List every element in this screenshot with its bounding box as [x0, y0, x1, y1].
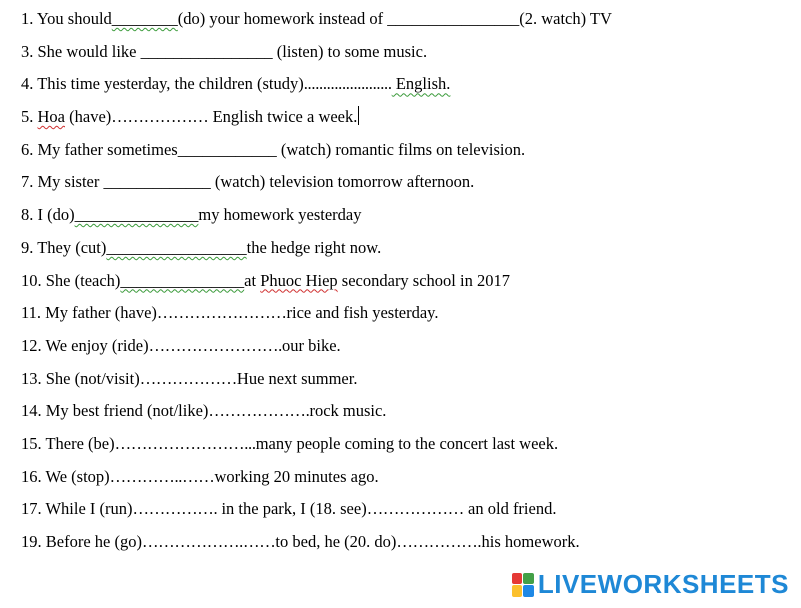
- text: 14. My best friend (not/like): [21, 401, 209, 421]
- text: 15. There (be): [21, 433, 115, 453]
- exercise-line-10: [21, 268, 791, 301]
- text: in the park, I (18. see): [217, 499, 367, 519]
- liveworksheets-brand: [512, 569, 789, 600]
- text: 11. My father (have): [21, 303, 157, 323]
- text: (watch) romantic films on television.: [276, 139, 526, 159]
- text-cursor: [358, 106, 359, 125]
- text: many people coming to the concert last week.: [255, 433, 559, 453]
- exercise-line-19: [21, 529, 791, 562]
- text: to bed, he (20. do): [275, 532, 397, 551]
- text: at: [244, 270, 261, 290]
- text: 16. We (stop): [21, 466, 110, 486]
- exercise-line-3: [21, 39, 791, 72]
- text: (do) your homework instead of: [177, 9, 388, 28]
- exercise-line-12: [21, 333, 791, 366]
- answer-blank[interactable]: …………………….: [148, 335, 283, 355]
- text: Hue next summer.: [236, 368, 358, 388]
- exercise-line-6: [21, 137, 791, 170]
- answer-blank[interactable]: ………………: [366, 499, 464, 519]
- text: (2. watch) TV: [519, 9, 612, 28]
- exercise-line-16: [21, 464, 791, 497]
- logo-square-red: [512, 573, 523, 585]
- text: rock music.: [309, 401, 387, 421]
- text: 4. This time yesterday,: [21, 74, 175, 94]
- exercise-line-9: [21, 235, 791, 268]
- text: 1. You should: [21, 9, 112, 28]
- answer-blank[interactable]: …………..……: [109, 466, 215, 486]
- text: 19. Before he (go): [21, 532, 142, 551]
- answer-blank[interactable]: ____________: [177, 139, 277, 159]
- text: 8. I (do): [21, 205, 75, 225]
- brand-name: LIVEWORKSHEETS: [537, 569, 789, 599]
- exercise-line-1: [21, 6, 791, 39]
- answer-blank[interactable]: …………….: [132, 499, 218, 519]
- exercise-line-4: [21, 71, 791, 104]
- text: an old friend.: [463, 499, 557, 519]
- answer-blank[interactable]: ……………: [396, 532, 478, 551]
- answer-blank[interactable]: .......................: [303, 74, 392, 94]
- answer-blank[interactable]: ……………………: [156, 303, 287, 323]
- text: 13. She (not/visit): [21, 368, 140, 388]
- text: 12. We enjoy (ride): [21, 335, 149, 355]
- exercise-line-11: [21, 300, 791, 333]
- answer-blank[interactable]: ……………………...: [114, 433, 256, 453]
- liveworksheets-logo-icon: [512, 573, 534, 597]
- text: 6. My father sometimes: [21, 139, 178, 159]
- answer-blank[interactable]: _______________: [74, 205, 199, 225]
- text: (have): [65, 107, 112, 127]
- text: (watch) television tomorrow afternoon.: [210, 172, 475, 192]
- exercise-line-5: [21, 104, 791, 137]
- text: Phuoc Hiep: [260, 270, 338, 290]
- text: English twice a week.: [208, 107, 358, 127]
- text: 7. My sister: [21, 172, 104, 192]
- text: 10. She (teach): [21, 270, 121, 290]
- text: .his homework.: [477, 532, 580, 551]
- exercise-list: [21, 6, 791, 562]
- answer-blank[interactable]: ________________: [140, 41, 273, 61]
- exercise-line-15: [21, 431, 791, 464]
- text: working 20 minutes ago.: [214, 466, 379, 486]
- answer-blank[interactable]: _____________: [103, 172, 211, 192]
- answer-blank[interactable]: ………………: [111, 107, 209, 127]
- answer-blank[interactable]: ________: [111, 9, 178, 28]
- text: 9. They (cut): [21, 237, 107, 257]
- text: 5.: [21, 107, 38, 127]
- text: the children (study): [174, 74, 304, 94]
- logo-square-blue: [523, 585, 534, 597]
- exercise-line-14: [21, 398, 791, 431]
- answer-blank[interactable]: ________________: [387, 9, 520, 28]
- exercise-line-17: [21, 496, 791, 529]
- text: the hedge right now.: [246, 237, 382, 257]
- exercise-line-8: [21, 202, 791, 235]
- text: our bike.: [282, 335, 341, 355]
- logo-square-green: [523, 573, 534, 585]
- text: 17. While I (run): [21, 499, 133, 519]
- text: my homework yesterday: [198, 205, 362, 225]
- answer-blank[interactable]: _______________: [120, 270, 245, 290]
- answer-blank[interactable]: ………………: [139, 368, 237, 388]
- answer-blank[interactable]: ……………….: [208, 401, 310, 421]
- text: Hoa: [37, 107, 65, 127]
- text: rice and fish yesterday.: [286, 303, 439, 323]
- text: secondary school in 2017: [337, 270, 510, 290]
- text: 3. She would like: [21, 41, 141, 61]
- text: English.: [391, 74, 451, 94]
- answer-blank[interactable]: ……………….……: [141, 532, 276, 551]
- logo-square-yellow: [512, 585, 523, 597]
- answer-blank[interactable]: _________________: [106, 237, 247, 257]
- exercise-line-7: [21, 169, 791, 202]
- text: (listen) to some music.: [272, 41, 428, 61]
- exercise-line-13: [21, 366, 791, 399]
